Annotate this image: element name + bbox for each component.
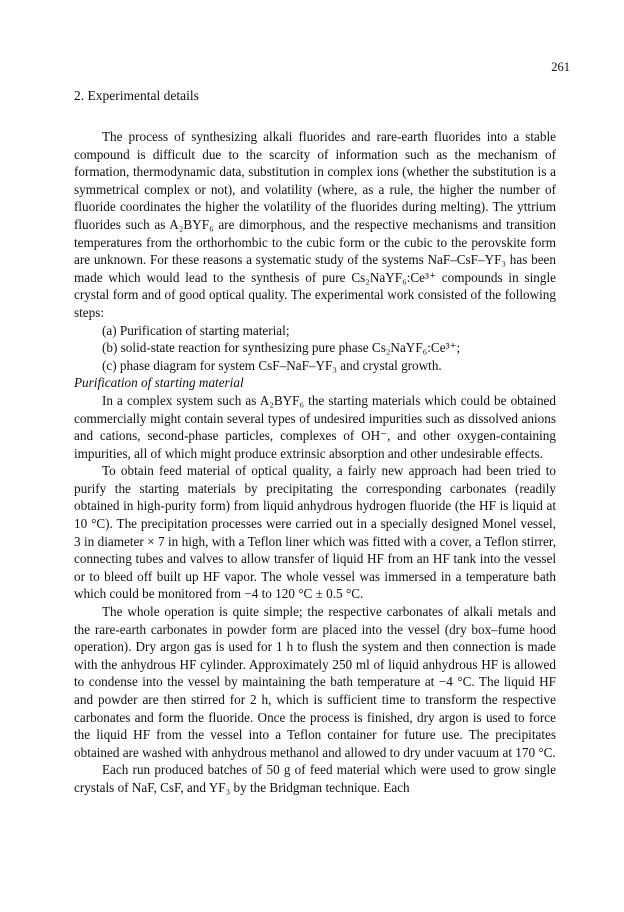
subsection-heading: Purification of starting material [74,375,244,391]
paragraph: Each run produced batches of 50 g of feed material which were used to grow single crystals of NaF, CsF, and YF₃ by the Bridgman technique. Each [74,762,556,795]
section-heading: 2. Experimental details [74,88,199,103]
list-item: (c) phase diagram for system CsF–NaF–YF₃ and crystal growth. [102,357,442,373]
list-item: (a) Purification of starting material; [102,322,290,338]
page-number: 261 [551,60,570,74]
paragraph: The process of synthesizing alkali fluorides and rare-earth fluorides into a stable compound is difficult due to the scarcity of information such as the mechanism of formation, thermodynamic data, substitution in complex ions (whether the substitution is a symmetrical complex or not), and volatility (where, as a rule, the higher the number of fluoride coordinates the higher the volatility of the fluorides during melting). The yttrium fluorides such as A₂BYF₆ are dimorphous, and the respective mechanisms and transition temperatures from the orthorhombic to the cubic form or the cubic to the perovskite form are unknown. For these reasons a systematic study of the systems NaF–CsF–YF₃ has been made which would lead to the synthesis of pure Cs₂NaYF₆:Ce³⁺ compounds in single crystal form and of good optical quality. The experimental work consisted of the following steps: [74,129,556,320]
paragraph: In a complex system such as A₂BYF₆ the starting materials which could be obtained commercially might contain several types of undesired impurities such as dissolved anions and cations, second-phase particles, complexes of OH⁻, and other oxygen-containing impurities, all of which might produce extrinsic absorption and other undesirable effects. [74,392,556,461]
paragraph: To obtain feed material of optical quality, a fairly new approach had been tried to purify the starting materials by precipitating the corresponding carbonates (readily obtained in high-purity form) from liquid anhydrous hydrogen fluoride (the HF is liquid at 10 °C). The precipitation processes were carried out in a specially designed Monel vessel, 3 in diameter × 7 in high, with a Teflon liner which was fitted with a cover, a Teflon stirrer, connecting tubes and valves to allow transfer of liquid HF from an HF tank into the vessel or to bleed off built up HF vapor. The whole vessel was immersed in a temperature bath which could be monitored from −4 to 120 °C ± 0.5 °C. [74,463,556,602]
paragraph: The whole operation is quite simple; the respective carbonates of alkali metals and the rare-earth carbonates in powder form are placed into the vessel (dry box–fume hood operation). Dry argon gas is used for 1 h to flush the system and then connection is made with the anhydrous HF cylinder. Approximately 250 ml of liquid anhydrous HF is allowed to condense into the vessel by maintaining the bath temperature at −4 °C. The liquid HF and powder are then stirred for 2 h, which is sufficient time to transform the respective carbonates and form the fluoride. Once the process is finished, dry argon is used to force the liquid HF from the vessel into a Teflon container for future use. The precipitates obtained are washed with anhydrous methanol and allowed to dry under vacuum at 170 °C. [74,604,556,760]
article-body [74,128,556,797]
list-item: (b) solid-state reaction for synthesizing pure phase Cs₂NaYF₆:Ce³⁺; [102,340,461,356]
steps-list [74,322,556,375]
